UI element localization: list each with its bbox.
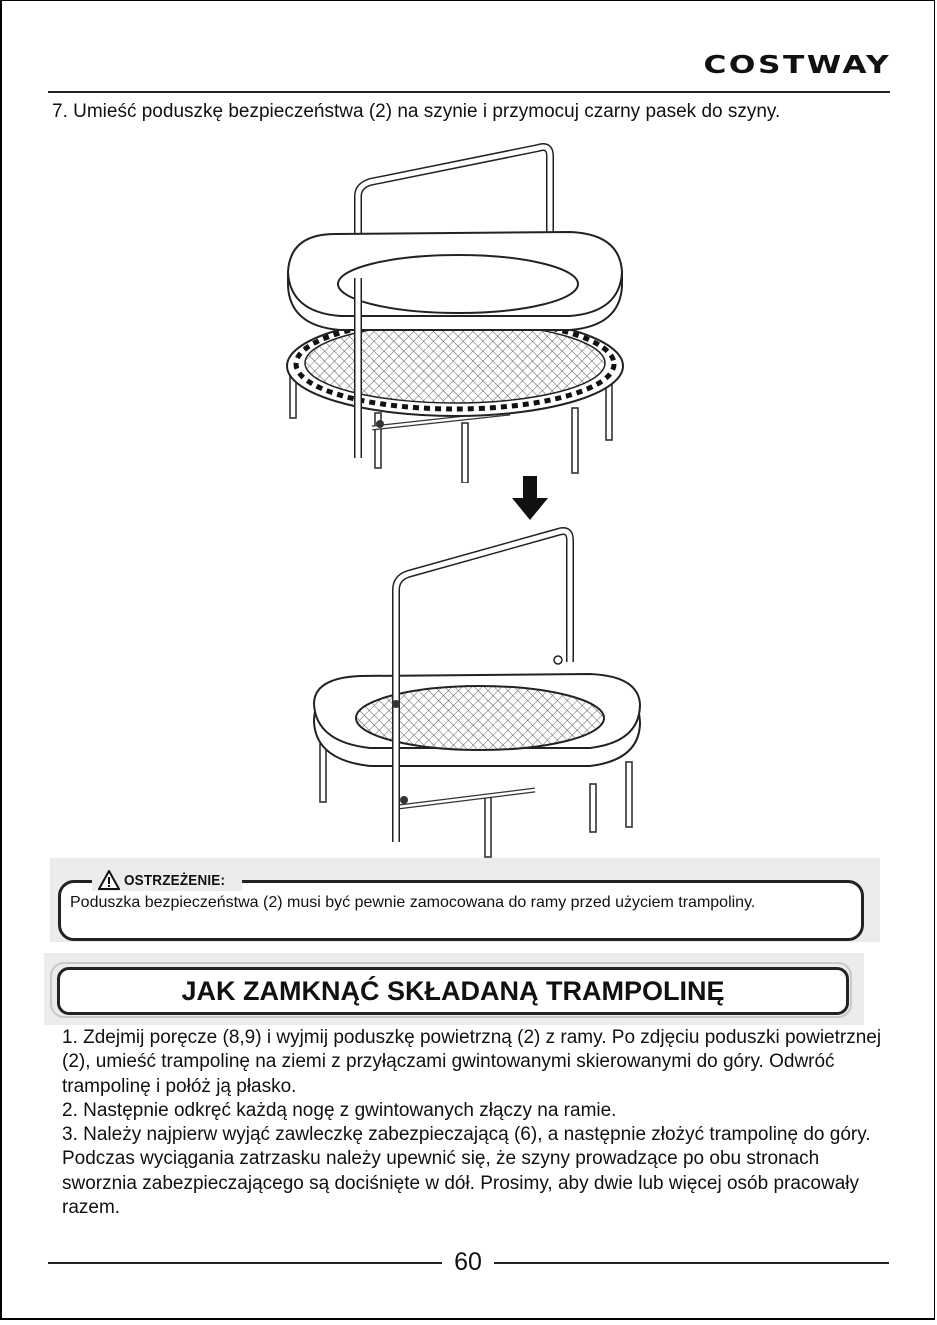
section-title: JAK ZAMKNĄĆ SKŁADANĄ TRAMPOLINĘ — [181, 975, 725, 1006]
page-number: 60 — [454, 1248, 482, 1276]
instruction-step-3: 3. Należy najpierw wyjąć zawleczkę zabezpieczającą (6), a następnie złożyć trampolinę do góry. Podczas wyciągania zatrzasku należy upewnić się, że szyny prowadzące po obu stronach sworznia zabezpieczającego są dociśnięte w dół. Prosimy, aby dwie lub więcej osób pracowały razem. — [62, 1124, 871, 1219]
footer-divider-left — [48, 1262, 442, 1264]
trampoline-pad-lifted-illustration — [280, 138, 630, 483]
footer-divider-right — [494, 1262, 889, 1264]
instruction-step-1: 1. Zdejmij poręcze (8,9) i wyjmij poduszkę powietrzną (2) z ramy. Po zdjęciu poduszki powietrznej (2), umieść trampolinę na ziemi z przyłączami gwintowanymi skierowanymi do góry. Odwróć trampolinę i połóż ją płasko. — [62, 1027, 882, 1097]
warning-triangle-icon — [98, 870, 120, 890]
header-divider — [48, 91, 890, 93]
section-header-frame — [57, 967, 849, 1015]
step-7-text: 7. Umieść poduszkę bezpieczeństwa (2) na szynie i przymocuj czarny pasek do szyny. — [52, 101, 781, 122]
instruction-step-2: 2. Następnie odkręć każdą nogę z gwintowanych złączy na ramie. — [62, 1099, 617, 1121]
warning-title: OSTRZEŻENIE: — [124, 871, 226, 889]
trampoline-pad-attached-illustration — [300, 522, 650, 862]
warning-header — [92, 869, 242, 891]
warning-text: Poduszka bezpieczeństwa (2) musi być pewnie zamocowana do ramy przed użyciem trampoliny. — [70, 894, 756, 911]
arrow-down-icon — [512, 476, 548, 522]
brand-logo: COSTWAY — [703, 50, 891, 79]
instructions — [62, 1026, 882, 1220]
